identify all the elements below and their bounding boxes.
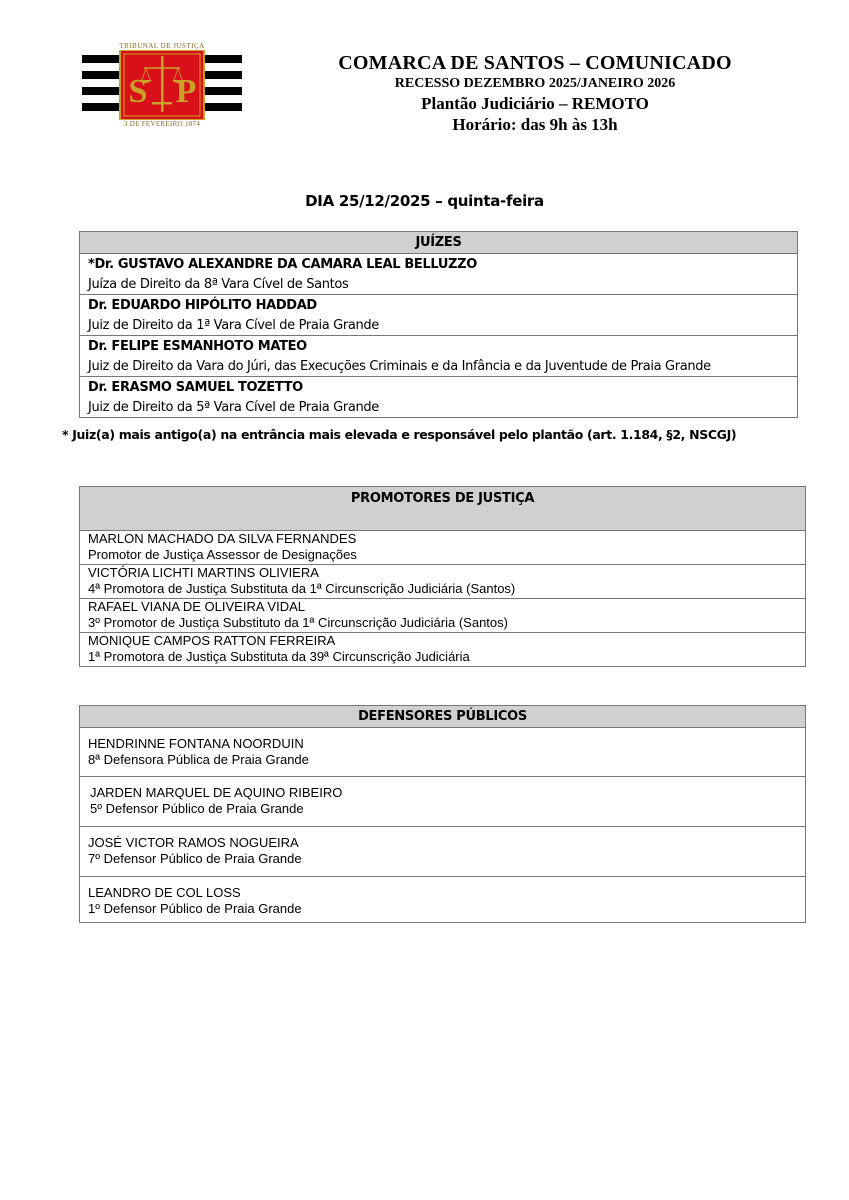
judges-table [79, 231, 798, 418]
svg-text:P: P [175, 73, 197, 110]
document-subtitle: RECESSO DEZEMBRO 2025/JANEIRO 2026 [394, 76, 676, 91]
prosecutor-name: MONIQUE CAMPOS RATTON FERREIRA [88, 633, 336, 648]
prosecutor-role: Promotor de Justiça Assessor de Designações [88, 547, 357, 562]
day-title: DIA 25/12/2025 – quinta-feira [305, 192, 544, 210]
logo-caption-bottom: 3 DE FEVEREIRO 1874 [123, 120, 201, 128]
judge-role: Juiz de Direito da 1ª Vara Cível de Praia Grande [88, 318, 379, 333]
defender-name: HENDRINNE FONTANA NOORDUIN [88, 736, 304, 751]
document-title: COMARCA DE SANTOS – COMUNICADO [338, 52, 732, 74]
table-row [79, 565, 806, 599]
table-row [79, 777, 806, 827]
prosecutors-table [79, 486, 806, 667]
judge-role: Juíza de Direito da 8ª Vara Cível de Santos [88, 277, 349, 292]
defender-role: 1º Defensor Público de Praia Grande [88, 901, 302, 916]
table-row [79, 295, 798, 336]
defenders-table-header: DEFENSORES PÚBLICOS [79, 705, 806, 728]
prosecutor-name: MARLON MACHADO DA SILVA FERNANDES [88, 531, 357, 546]
table-row [79, 254, 798, 295]
judge-role: Juiz de Direito da Vara do Júri, das Execuções Criminais e da Infância e da Juventude de Praia Grande [88, 359, 711, 374]
judges-table-header: JUÍZES [79, 231, 798, 254]
defender-role: 7º Defensor Público de Praia Grande [88, 851, 302, 866]
judge-role: Juiz de Direito da 5ª Vara Cível de Praia Grande [88, 400, 379, 415]
judge-name: Dr. ERASMO SAMUEL TOZETTO [88, 380, 303, 395]
table-row [79, 877, 806, 923]
defender-name: JOSÉ VICTOR RAMOS NOGUEIRA [88, 835, 299, 850]
defender-role: 5º Defensor Público de Praia Grande [90, 801, 304, 816]
svg-text:S: S [128, 73, 148, 110]
defender-name: LEANDRO DE COL LOSS [88, 885, 241, 900]
table-row [79, 633, 806, 667]
prosecutor-name: RAFAEL VIANA DE OLIVEIRA VIDAL [88, 599, 305, 614]
prosecutor-role: 4ª Promotora de Justiça Substituta da 1ª Circunscrição Judiciária (Santos) [88, 581, 516, 596]
table-row [79, 827, 806, 877]
prosecutor-name: VICTÓRIA LICHTI MARTINS OLIVIERA [88, 565, 319, 580]
judge-name: Dr. FELIPE ESMANHOTO MATEO [88, 339, 307, 354]
defender-role: 8ª Defensora Pública de Praia Grande [88, 752, 309, 767]
tjsp-emblem-icon [82, 50, 242, 120]
judges-footnote: * Juiz(a) mais antigo(a) na entrância mais elevada e responsável pelo plantão (art. 1.184, §2, NSCGJ) [62, 427, 737, 442]
judge-name: Dr. EDUARDO HIPÓLITO HADDAD [88, 298, 317, 313]
prosecutor-role: 3º Promotor de Justiça Substituto da 1ª Circunscrição Judiciária (Santos) [88, 615, 508, 630]
prosecutor-role: 1ª Promotora de Justiça Substituta da 39ª Circunscrição Judiciária [88, 649, 470, 664]
defenders-table [79, 705, 806, 923]
judge-name: *Dr. GUSTAVO ALEXANDRE DA CAMARA LEAL BELLUZZO [88, 257, 477, 272]
table-row [79, 377, 798, 418]
table-row [79, 599, 806, 633]
table-row [79, 728, 806, 777]
prosecutors-table-header: PROMOTORES DE JUSTIÇA [79, 486, 806, 531]
defender-name: JARDEN MARQUEL DE AQUINO RIBEIRO [90, 785, 343, 800]
table-row [79, 531, 806, 565]
logo-caption-top: TRIBUNAL DE JUSTIÇA [119, 42, 205, 50]
tjsp-logo [82, 42, 242, 128]
table-row [79, 336, 798, 377]
duty-mode: Plantão Judiciário – REMOTO [421, 94, 649, 113]
document-header [290, 52, 780, 135]
duty-hours: Horário: das 9h às 13h [452, 115, 618, 134]
